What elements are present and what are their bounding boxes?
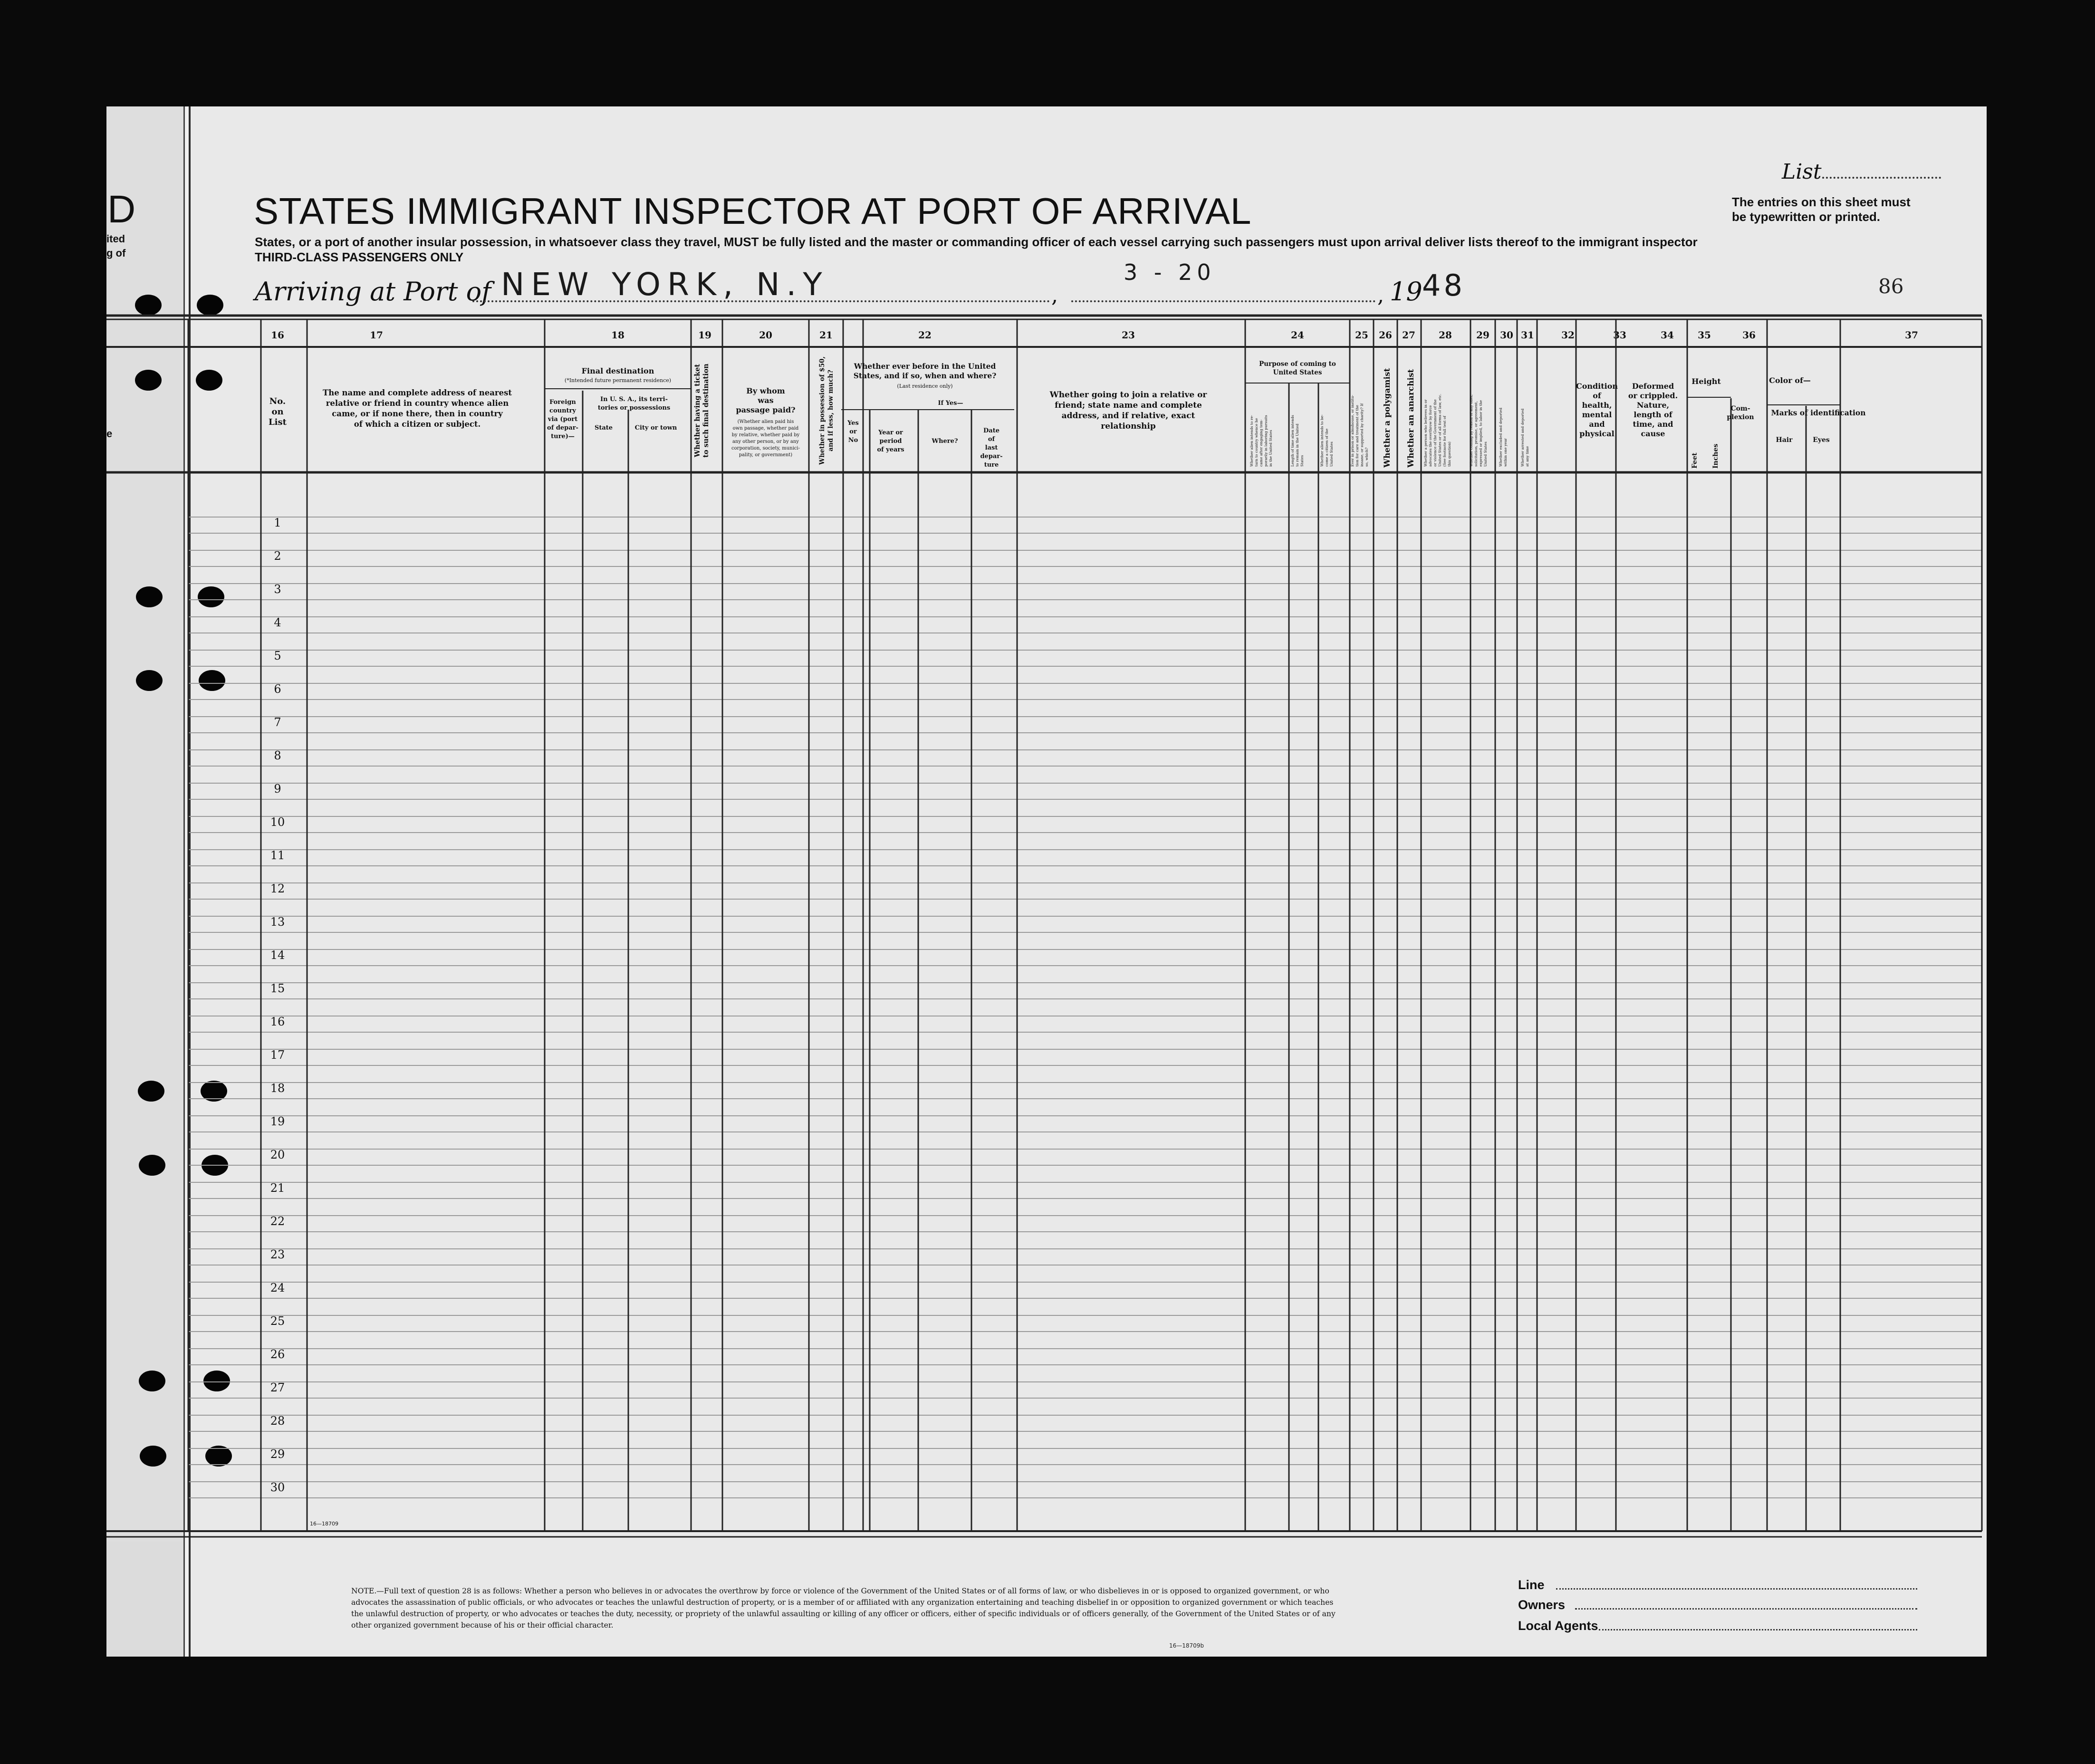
yes-no-heading: No: [848, 437, 858, 444]
row-number: 6: [274, 682, 281, 696]
period-heading: period: [879, 438, 902, 445]
purpose-return-heading: came after engaging tem-: [1259, 419, 1263, 467]
row-number: 17: [270, 1048, 285, 1062]
year-prefix: 19: [1390, 277, 1422, 307]
col-number: 18: [611, 329, 625, 341]
owners-signature-line: [1575, 1608, 1917, 1610]
instruction-line: States, or a port of another insular possession, in whatsoever class they travel, MUST be fully listed and the master or commanding officer of each vessel carrying such passengers must upon arrival deliver lists thereof to the immigrant inspector: [255, 235, 1698, 249]
stub-letter: D: [107, 188, 136, 231]
col-number: 26: [1379, 329, 1392, 341]
departure-date-heading: Date: [983, 427, 999, 434]
deformed-heading: length of: [1634, 410, 1672, 419]
col-number: 24: [1291, 329, 1304, 341]
departure-date-heading: depar-: [980, 453, 1003, 460]
row-numbers: [270, 516, 285, 1494]
complexion-heading: Com-: [1730, 405, 1750, 412]
passage-paid-note: by relative, whether paid by: [731, 432, 800, 438]
hair-heading: Hair: [1776, 436, 1793, 444]
col-number: 30: [1500, 329, 1513, 341]
column-numbers: [271, 329, 1918, 341]
col-number: 21: [819, 329, 833, 341]
row-number: 20: [270, 1148, 285, 1161]
row-number: 29: [270, 1448, 285, 1461]
header-rule-lines: [106, 316, 1982, 1537]
overthrow-heading: Whether a person who believes in or: [1423, 399, 1428, 467]
form-title: STATES IMMIGRANT INSPECTOR AT PORT OF ARRIVAL: [254, 190, 1252, 232]
join-relative-heading: address, and if relative, exact: [1061, 411, 1195, 421]
col-number: 19: [698, 329, 711, 341]
health-heading: Condition: [1576, 382, 1618, 391]
ticket-heading: to such final destination: [702, 364, 710, 458]
row-number: 19: [270, 1115, 285, 1128]
purpose-heading: Purpose of coming to: [1259, 360, 1336, 368]
city-heading: City or town: [634, 424, 677, 431]
if-yes-heading: If Yes—: [938, 400, 963, 407]
row-number: 12: [270, 882, 285, 895]
passage-paid-note: corporation, society, munici-: [731, 446, 800, 451]
purpose-citizen-heading: come a citizen of the: [1325, 428, 1329, 467]
col-number: 16: [271, 329, 284, 341]
col-number: 27: [1402, 329, 1415, 341]
final-destination-note: (*Intended future permanent residence): [564, 377, 672, 383]
deformed-heading: time, and: [1633, 420, 1673, 429]
passenger-class-line: THIRD-CLASS PASSENGERS ONLY: [255, 250, 464, 264]
deformed-heading: Deformed: [1632, 382, 1674, 391]
no-on-list-heading: on: [271, 407, 284, 417]
year-handwritten: 48: [1422, 268, 1465, 303]
eyes-heading: Eyes: [1813, 436, 1830, 444]
row-number: 14: [270, 949, 285, 962]
purpose-return-heading: turn to country whence he: [1254, 418, 1259, 467]
row-number: 23: [270, 1248, 285, 1261]
purpose-length-heading: Length of time alien intends: [1290, 415, 1295, 467]
passage-paid-note: own passage, whether paid: [732, 426, 799, 431]
col-number: 35: [1698, 329, 1711, 341]
inches-heading: Inches: [1712, 443, 1720, 469]
col-number: 17: [370, 329, 383, 341]
passage-paid-heading: passage paid?: [736, 405, 796, 414]
prison-heading: insane, or supported by charity? If: [1360, 403, 1364, 467]
join-relative-heading: Whether going to join a relative or: [1049, 390, 1207, 400]
final-destination-heading: Final destination: [581, 366, 654, 375]
departure-date-heading: of: [988, 436, 995, 443]
row-number: 10: [270, 815, 285, 829]
stub-fragment: e: [106, 428, 113, 440]
foreign-country-heading: ture)—: [551, 433, 575, 440]
entries-note-line: The entries on this sheet must: [1732, 195, 1911, 209]
col-number: 20: [759, 329, 772, 341]
departure-date-heading: last: [985, 444, 998, 451]
feet-heading: Feet: [1691, 452, 1699, 469]
port-handwritten: NEW YORK, N.Y: [501, 266, 829, 303]
passage-paid-note: any other person, or by any: [732, 439, 799, 444]
departure-date-heading: ture: [984, 461, 999, 469]
purpose-citizen-heading: Whether alien intends to be-: [1320, 414, 1324, 467]
purpose-length-heading: States: [1300, 455, 1304, 467]
form-number: 16—18709b: [1169, 1642, 1204, 1649]
foreign-country-heading: country: [549, 407, 576, 414]
row-number: 13: [270, 915, 285, 929]
col-number: 29: [1476, 329, 1490, 341]
state-heading: State: [594, 424, 613, 431]
row-number: 21: [270, 1181, 285, 1195]
ticket-heading: Whether having a ticket: [693, 364, 702, 458]
foreign-country-heading: via (port: [548, 416, 578, 423]
nearest-relative-heading: of which a citizen or subject.: [354, 420, 481, 429]
where-heading: Where?: [932, 438, 958, 445]
purpose-return-heading: in the United States: [1269, 430, 1273, 467]
row-rule-lines: [188, 517, 1982, 1498]
column-headings: [269, 356, 1865, 469]
col-number: 22: [918, 329, 932, 341]
period-heading: of years: [877, 446, 904, 453]
line-label: Line: [1518, 1578, 1545, 1592]
col-number: 23: [1122, 329, 1135, 341]
purpose-length-heading: to remain in the United: [1295, 423, 1299, 467]
nearest-relative-heading: relative or friend in country whence alien: [326, 399, 509, 408]
deformed-heading: Nature,: [1636, 401, 1670, 410]
passage-paid-heading: was: [758, 396, 774, 405]
stub-fragment: g of: [106, 247, 126, 259]
row-number: 5: [274, 649, 281, 662]
col-number: 28: [1439, 329, 1452, 341]
health-heading: health,: [1582, 401, 1612, 410]
period-heading: Year or: [878, 429, 903, 436]
height-heading: Height: [1691, 377, 1721, 386]
row-number: 8: [274, 749, 281, 762]
row-number: 24: [270, 1281, 285, 1294]
passage-paid-note: (Whether alien paid his: [737, 419, 794, 424]
deformed-heading: cause: [1641, 429, 1665, 438]
join-relative-heading: relationship: [1101, 422, 1156, 431]
prison-heading: so, which?: [1365, 447, 1369, 467]
before-in-us-note: (Last residence only): [897, 383, 953, 389]
in-usa-heading: In U. S. A., its terri-: [600, 396, 668, 403]
comma-separator: ,: [1051, 283, 1058, 307]
before-in-us-heading: States, and if so, when and where?: [853, 371, 997, 380]
line-signature-line: [1556, 1588, 1917, 1590]
entries-note-line: be typewritten or printed.: [1732, 210, 1881, 224]
foreign-country-heading: Foreign: [549, 399, 576, 406]
row-number: 22: [270, 1215, 285, 1228]
row-number: 15: [270, 982, 285, 995]
page-number: 86: [1878, 275, 1904, 298]
question-28-note: NOTE.—Full text of question 28 is as follows: Whether a person who believes in or advocates the overthrow by force or violence of the Government of the United States or of all forms of law, or who disbelieves in or is opposed to organized government, or who advocates the assassination of public officials, or who advocates or teaches the unlawful destruction of property, or is a member of or affiliated with any organization entertaining and teaching disbelief in or opposition to organized government or which teaches the unlawful destruction of property, or who advocates or teaches the duty, necessity, or propriety of the unlawful assaulting or killing of any officer or officers, either of specific individuals or of officers generally, of the Government of the United States or of any other organized government because of his or their official character.: [351, 1587, 1336, 1630]
owners-label: Owners: [1518, 1598, 1566, 1612]
polygamist-heading: Whether a polygamist: [1383, 368, 1392, 468]
overthrow-heading: United States or of all forms of law, etc.: [1438, 393, 1442, 467]
row-number: 1: [274, 516, 281, 529]
labor-offer-heading: expressed or implied, to labor in the: [1479, 400, 1483, 467]
col-number: 25: [1355, 329, 1368, 341]
form-number: 16—18709: [310, 1521, 338, 1527]
passage-paid-note: pality, or government): [739, 452, 793, 458]
row-number: 9: [274, 782, 281, 796]
row-number: 18: [270, 1082, 285, 1095]
row-number: 27: [270, 1381, 285, 1394]
yes-no-heading: or: [849, 428, 857, 435]
money-heading: and if less, how much?: [827, 370, 835, 451]
row-number: 3: [274, 583, 281, 596]
manifest-grid: [106, 106, 1987, 1657]
col-number: 37: [1905, 329, 1918, 341]
manifest-sheet: [106, 106, 1987, 1657]
deformed-heading: or crippled.: [1628, 391, 1678, 400]
deported-heading: at any time: [1525, 446, 1529, 467]
row-number: 16: [270, 1015, 285, 1028]
nearest-relative-heading: came, or if none there, then in country: [332, 409, 503, 418]
row-number: 26: [270, 1348, 285, 1361]
row-number: 2: [274, 549, 281, 563]
row-number: 11: [270, 849, 285, 862]
prison-heading: Ever in prison or almshouse, or institu-: [1350, 395, 1355, 467]
col-number: 33: [1613, 329, 1626, 341]
marks-heading: Marks of identification: [1771, 408, 1866, 417]
col-number: 34: [1661, 329, 1674, 341]
foreign-country-heading: of depar-: [547, 424, 578, 431]
excluded-heading: Whether excluded and deported: [1499, 407, 1503, 467]
excluded-heading: within one year: [1503, 438, 1508, 467]
labor-offer-heading: United States: [1483, 441, 1488, 467]
health-heading: of: [1593, 391, 1601, 400]
health-heading: mental: [1582, 410, 1612, 419]
overthrow-heading: (See footnote for full text of: [1442, 415, 1447, 467]
col-number: 32: [1561, 329, 1575, 341]
row-number: 4: [274, 616, 281, 629]
overthrow-heading: or violence of the Government of the: [1433, 399, 1437, 467]
date-handwritten: 3 - 20: [1124, 259, 1216, 285]
color-of-heading: Color of—: [1769, 376, 1811, 385]
purpose-citizen-heading: United States: [1329, 441, 1334, 467]
nearest-relative-heading: The name and complete address of nearest: [323, 388, 512, 397]
purpose-return-heading: Whether alien intends to re-: [1249, 415, 1254, 467]
overthrow-heading: this question): [1447, 441, 1451, 467]
overthrow-heading: advocates the overthrow by force: [1428, 405, 1432, 467]
in-usa-heading: tories or possessions: [597, 404, 671, 412]
stub-fragment: ited: [106, 233, 125, 245]
col-number: 36: [1742, 329, 1756, 341]
passage-paid-heading: By whom: [746, 386, 785, 395]
health-heading: physical: [1579, 429, 1614, 438]
labor-offer-heading: solicitation, promise, or agreement,: [1474, 401, 1478, 467]
list-label: List: [1782, 160, 1822, 184]
join-relative-heading: friend; state name and complete: [1055, 401, 1202, 410]
labor-offer-heading: Whether coming by reason of any offer,: [1469, 394, 1473, 467]
row-number: 28: [270, 1414, 285, 1428]
deported-heading: Whether arrested and deported: [1520, 408, 1525, 467]
column-rule-lines: [188, 319, 1982, 1531]
no-on-list-heading: List: [269, 417, 287, 427]
row-number: 7: [274, 716, 281, 729]
comma-separator: ,: [1377, 283, 1384, 307]
local-agents-label: Local Agents: [1518, 1619, 1598, 1633]
purpose-heading: United States: [1273, 369, 1322, 376]
complexion-heading: plexion: [1727, 413, 1754, 421]
money-heading: Whether in possession of $50,: [818, 356, 826, 465]
row-number: 30: [270, 1481, 285, 1494]
local-agents-signature-line: [1599, 1629, 1917, 1630]
col-number: 31: [1521, 329, 1534, 341]
row-number: 25: [270, 1314, 285, 1328]
before-in-us-heading: Whether ever before in the United: [854, 362, 996, 371]
purpose-return-heading: porarily in laboring pursuits: [1264, 415, 1268, 467]
yes-no-heading: Yes: [847, 420, 859, 427]
prison-heading: tion for care and treatment of the: [1355, 405, 1359, 467]
no-on-list-heading: No.: [269, 396, 286, 406]
anarchist-heading: Whether an anarchist: [1406, 369, 1416, 468]
health-heading: and: [1589, 420, 1605, 429]
arriving-label: Arriving at Port of: [255, 277, 491, 307]
